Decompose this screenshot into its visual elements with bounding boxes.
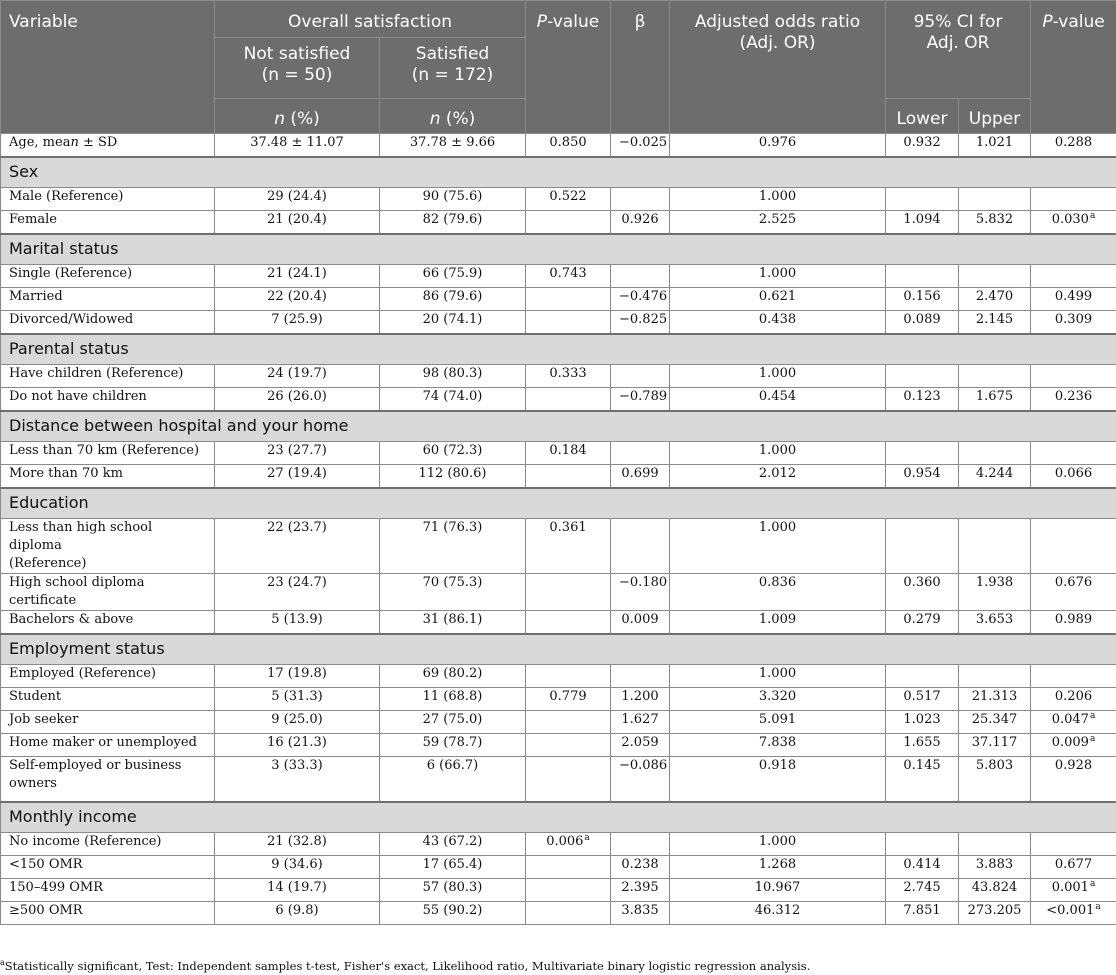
row-label: Bachelors & above	[1, 611, 215, 635]
cell	[1031, 665, 1116, 688]
table-row	[1, 134, 1116, 158]
row-label: Do not have children	[1, 388, 215, 412]
cell: 0.926	[611, 211, 670, 235]
cell: 2.059	[611, 734, 670, 757]
cell: 69 (80.2)	[380, 665, 526, 688]
table-row	[1, 688, 1116, 711]
cell: 25.347	[959, 711, 1031, 734]
row-label: Student	[1, 688, 215, 711]
table-header	[1, 1, 1116, 134]
table-row	[1, 856, 1116, 879]
cell: 5.832	[959, 211, 1031, 235]
table-row	[1, 211, 1116, 235]
table-row	[1, 311, 1116, 335]
cell: 0.184	[526, 442, 611, 465]
cell: 1.021	[959, 134, 1031, 158]
table-row	[1, 465, 1116, 489]
cell: 2.470	[959, 288, 1031, 311]
row-label: <150 OMR	[1, 856, 215, 879]
table-row	[1, 574, 1116, 611]
section-title: Distance between hospital and your home	[1, 411, 1116, 442]
cell: 9 (34.6)	[215, 856, 380, 879]
cell: 0.009$^a$	[1031, 734, 1116, 757]
cell: 26 (26.0)	[215, 388, 380, 412]
cell	[886, 365, 959, 388]
cell: 60 (72.3)	[380, 442, 526, 465]
cell: 0.156	[886, 288, 959, 311]
cell: 0.621	[670, 288, 886, 311]
table-row	[1, 757, 1116, 803]
cell: 1.268	[670, 856, 886, 879]
cell: 0.009	[611, 611, 670, 635]
cell: 1.000	[670, 188, 886, 211]
cell: 1.023	[886, 711, 959, 734]
table-row	[1, 711, 1116, 734]
cell: 1.000	[670, 833, 886, 856]
row-label: Single (Reference)	[1, 265, 215, 288]
cell: 1.627	[611, 711, 670, 734]
cell: −0.025	[611, 134, 670, 158]
cell: 5.803	[959, 757, 1031, 803]
cell: −0.789	[611, 388, 670, 412]
cell: 57 (80.3)	[380, 879, 526, 902]
cell	[1031, 833, 1116, 856]
table-row	[1, 519, 1116, 574]
cell: 1.000	[670, 365, 886, 388]
row-label: High school diploma certificate	[1, 574, 215, 611]
cell: 6 (9.8)	[215, 902, 380, 925]
cell: 3.883	[959, 856, 1031, 879]
cell: 31 (86.1)	[380, 611, 526, 635]
section-row	[1, 411, 1116, 442]
row-label: Married	[1, 288, 215, 311]
cell	[611, 833, 670, 856]
cell: 27 (19.4)	[215, 465, 380, 489]
cell: −0.180	[611, 574, 670, 611]
cell	[526, 665, 611, 688]
section-row	[1, 234, 1116, 265]
cell	[526, 611, 611, 635]
cell: 37.78 ± 9.66	[380, 134, 526, 158]
cell: 0.030$^a$	[1031, 211, 1116, 235]
row-label: 150–499 OMR	[1, 879, 215, 902]
cell	[526, 211, 611, 235]
header-n-pct-satisfied: n (%)	[380, 99, 526, 134]
cell: 23 (27.7)	[215, 442, 380, 465]
cell: 71 (76.3)	[380, 519, 526, 574]
row-label: Less than 70 km (Reference)	[1, 442, 215, 465]
cell: 22 (20.4)	[215, 288, 380, 311]
cell: 273.205	[959, 902, 1031, 925]
cell: 37.117	[959, 734, 1031, 757]
section-row	[1, 634, 1116, 665]
cell: 46.312	[670, 902, 886, 925]
cell: 0.089	[886, 311, 959, 335]
cell	[959, 833, 1031, 856]
table-row	[1, 833, 1116, 856]
cell: 1.938	[959, 574, 1031, 611]
cell	[886, 188, 959, 211]
row-label: Age, mean ± SD	[1, 134, 215, 158]
section-row	[1, 488, 1116, 519]
cell: 98 (80.3)	[380, 365, 526, 388]
section-title: Monthly income	[1, 802, 1116, 833]
cell: 0.954	[886, 465, 959, 489]
cell: 24 (19.7)	[215, 365, 380, 388]
cell: 0.517	[886, 688, 959, 711]
cell: 0.928	[1031, 757, 1116, 803]
cell: 21.313	[959, 688, 1031, 711]
cell: 1.000	[670, 665, 886, 688]
cell: 3.653	[959, 611, 1031, 635]
cell: 0.238	[611, 856, 670, 879]
cell: 0.677	[1031, 856, 1116, 879]
cell: 7.851	[886, 902, 959, 925]
cell	[959, 665, 1031, 688]
cell: 0.699	[611, 465, 670, 489]
row-label: Have children (Reference)	[1, 365, 215, 388]
cell: 86 (79.6)	[380, 288, 526, 311]
cell	[526, 711, 611, 734]
cell: 2.525	[670, 211, 886, 235]
cell: 1.094	[886, 211, 959, 235]
cell	[526, 757, 611, 803]
header-lower: Lower	[886, 99, 959, 134]
cell: 0.145	[886, 757, 959, 803]
cell: 0.850	[526, 134, 611, 158]
cell: 43.824	[959, 879, 1031, 902]
cell: 3.320	[670, 688, 886, 711]
cell: 21 (20.4)	[215, 211, 380, 235]
cell: 22 (23.7)	[215, 519, 380, 574]
cell: 112 (80.6)	[380, 465, 526, 489]
cell: 0.932	[886, 134, 959, 158]
cell: 0.047$^a$	[1031, 711, 1116, 734]
table-row	[1, 665, 1116, 688]
cell: 59 (78.7)	[380, 734, 526, 757]
cell: 0.066	[1031, 465, 1116, 489]
cell: 27 (75.0)	[380, 711, 526, 734]
section-row	[1, 802, 1116, 833]
header-not-satisfied: Not satisfied (n = 50)	[215, 38, 380, 99]
cell	[1031, 188, 1116, 211]
cell: 5 (31.3)	[215, 688, 380, 711]
cell	[526, 288, 611, 311]
cell: 0.361	[526, 519, 611, 574]
section-title: Education	[1, 488, 1116, 519]
cell: 2.745	[886, 879, 959, 902]
cell: 0.288	[1031, 134, 1116, 158]
cell: 14 (19.7)	[215, 879, 380, 902]
row-label: Job seeker	[1, 711, 215, 734]
cell: 2.012	[670, 465, 886, 489]
cell	[959, 519, 1031, 574]
row-label: Employed (Reference)	[1, 665, 215, 688]
cell	[959, 365, 1031, 388]
cell: 9 (25.0)	[215, 711, 380, 734]
cell: <0.001$^a$	[1031, 902, 1116, 925]
cell	[1031, 519, 1116, 574]
cell	[886, 665, 959, 688]
cell: 0.676	[1031, 574, 1116, 611]
cell: 7.838	[670, 734, 886, 757]
row-label: Self-employed or business owners	[1, 757, 215, 803]
header-upper: Upper	[959, 99, 1031, 134]
cell: 0.123	[886, 388, 959, 412]
table-row	[1, 734, 1116, 757]
table-body	[1, 134, 1116, 925]
table-row	[1, 902, 1116, 925]
cell: 11 (68.8)	[380, 688, 526, 711]
row-label: More than 70 km	[1, 465, 215, 489]
table-row	[1, 611, 1116, 635]
cell	[526, 574, 611, 611]
table-row	[1, 188, 1116, 211]
cell: −0.825	[611, 311, 670, 335]
cell: 7 (25.9)	[215, 311, 380, 335]
cell	[611, 188, 670, 211]
cell	[526, 856, 611, 879]
cell: 20 (74.1)	[380, 311, 526, 335]
cell	[611, 442, 670, 465]
cell: 0.360	[886, 574, 959, 611]
cell: 43 (67.2)	[380, 833, 526, 856]
row-label: ≥500 OMR	[1, 902, 215, 925]
row-label: Female	[1, 211, 215, 235]
header-ci: 95% CI for Adj. OR	[886, 1, 1031, 99]
section-title: Marital status	[1, 234, 1116, 265]
cell: 16 (21.3)	[215, 734, 380, 757]
cell: 1.000	[670, 442, 886, 465]
cell	[1031, 365, 1116, 388]
table-row	[1, 879, 1116, 902]
cell: 0.989	[1031, 611, 1116, 635]
cell: 23 (24.7)	[215, 574, 380, 611]
cell: 1.000	[670, 265, 886, 288]
table-row	[1, 265, 1116, 288]
cell: 0.522	[526, 188, 611, 211]
cell: 82 (79.6)	[380, 211, 526, 235]
cell: 21 (32.8)	[215, 833, 380, 856]
table-row	[1, 288, 1116, 311]
cell: 17 (65.4)	[380, 856, 526, 879]
cell	[611, 265, 670, 288]
cell: 0.918	[670, 757, 886, 803]
cell: 1.655	[886, 734, 959, 757]
header-beta: β	[611, 1, 670, 134]
cell	[886, 833, 959, 856]
cell	[526, 902, 611, 925]
section-title: Parental status	[1, 334, 1116, 365]
header-n-pct-not-satisfied: n (%)	[215, 99, 380, 134]
table-row	[1, 365, 1116, 388]
cell: 0.006$^a$	[526, 833, 611, 856]
cell: 37.48 ± 11.07	[215, 134, 380, 158]
cell	[611, 365, 670, 388]
cell: 66 (75.9)	[380, 265, 526, 288]
row-label: Divorced/Widowed	[1, 311, 215, 335]
cell: 0.001$^a$	[1031, 879, 1116, 902]
cell	[886, 442, 959, 465]
section-row	[1, 157, 1116, 188]
header-p-value: P-value	[526, 1, 611, 134]
cell	[959, 442, 1031, 465]
cell	[526, 465, 611, 489]
section-row	[1, 334, 1116, 365]
cell: 0.333	[526, 365, 611, 388]
cell: 1.675	[959, 388, 1031, 412]
cell: −0.476	[611, 288, 670, 311]
cell: 0.976	[670, 134, 886, 158]
cell: −0.086	[611, 757, 670, 803]
cell: 10.967	[670, 879, 886, 902]
cell: 0.438	[670, 311, 886, 335]
section-title: Sex	[1, 157, 1116, 188]
row-label: No income (Reference)	[1, 833, 215, 856]
row-label: Male (Reference)	[1, 188, 215, 211]
cell: 0.454	[670, 388, 886, 412]
table-row	[1, 388, 1116, 412]
cell: 0.414	[886, 856, 959, 879]
cell: 70 (75.3)	[380, 574, 526, 611]
cell	[611, 665, 670, 688]
row-label: Home maker or unemployed	[1, 734, 215, 757]
cell: 0.236	[1031, 388, 1116, 412]
cell	[526, 388, 611, 412]
cell: 0.206	[1031, 688, 1116, 711]
cell: 0.779	[526, 688, 611, 711]
cell: 6 (66.7)	[380, 757, 526, 803]
row-label: Less than high school diploma (Reference)	[1, 519, 215, 574]
cell: 3.835	[611, 902, 670, 925]
cell: 29 (24.4)	[215, 188, 380, 211]
table-footnote: $^a$Statistically significant, Test: Independent samples t-test, Fisher's exact, Likelihood ratio, Multivariate binary logistic regression analysis.	[0, 958, 811, 973]
cell	[526, 734, 611, 757]
cell: 74 (74.0)	[380, 388, 526, 412]
cell: 2.145	[959, 311, 1031, 335]
cell: 21 (24.1)	[215, 265, 380, 288]
cell	[886, 265, 959, 288]
cell	[1031, 442, 1116, 465]
cell: 2.395	[611, 879, 670, 902]
cell	[959, 265, 1031, 288]
header-variable: Variable	[1, 1, 215, 134]
cell: 0.279	[886, 611, 959, 635]
cell: 4.244	[959, 465, 1031, 489]
cell: 1.000	[670, 519, 886, 574]
cell	[1031, 265, 1116, 288]
cell	[611, 519, 670, 574]
cell: 0.309	[1031, 311, 1116, 335]
cell: 0.836	[670, 574, 886, 611]
header-satisfied: Satisfied (n = 172)	[380, 38, 526, 99]
cell	[886, 519, 959, 574]
cell: 1.200	[611, 688, 670, 711]
cell: 5.091	[670, 711, 886, 734]
cell	[526, 879, 611, 902]
cell: 0.743	[526, 265, 611, 288]
cell: 3 (33.3)	[215, 757, 380, 803]
cell: 55 (90.2)	[380, 902, 526, 925]
cell: 90 (75.6)	[380, 188, 526, 211]
cell	[526, 311, 611, 335]
cell: 5 (13.9)	[215, 611, 380, 635]
section-title: Employment status	[1, 634, 1116, 665]
header-p-value-2: P-value	[1031, 1, 1116, 134]
cell: 17 (19.8)	[215, 665, 380, 688]
cell: 0.499	[1031, 288, 1116, 311]
table-row	[1, 442, 1116, 465]
cell: 1.009	[670, 611, 886, 635]
header-adjusted-odds-ratio: Adjusted odds ratio (Adj. OR)	[670, 1, 886, 134]
header-overall-satisfaction: Overall satisfaction	[215, 1, 526, 38]
cell	[959, 188, 1031, 211]
